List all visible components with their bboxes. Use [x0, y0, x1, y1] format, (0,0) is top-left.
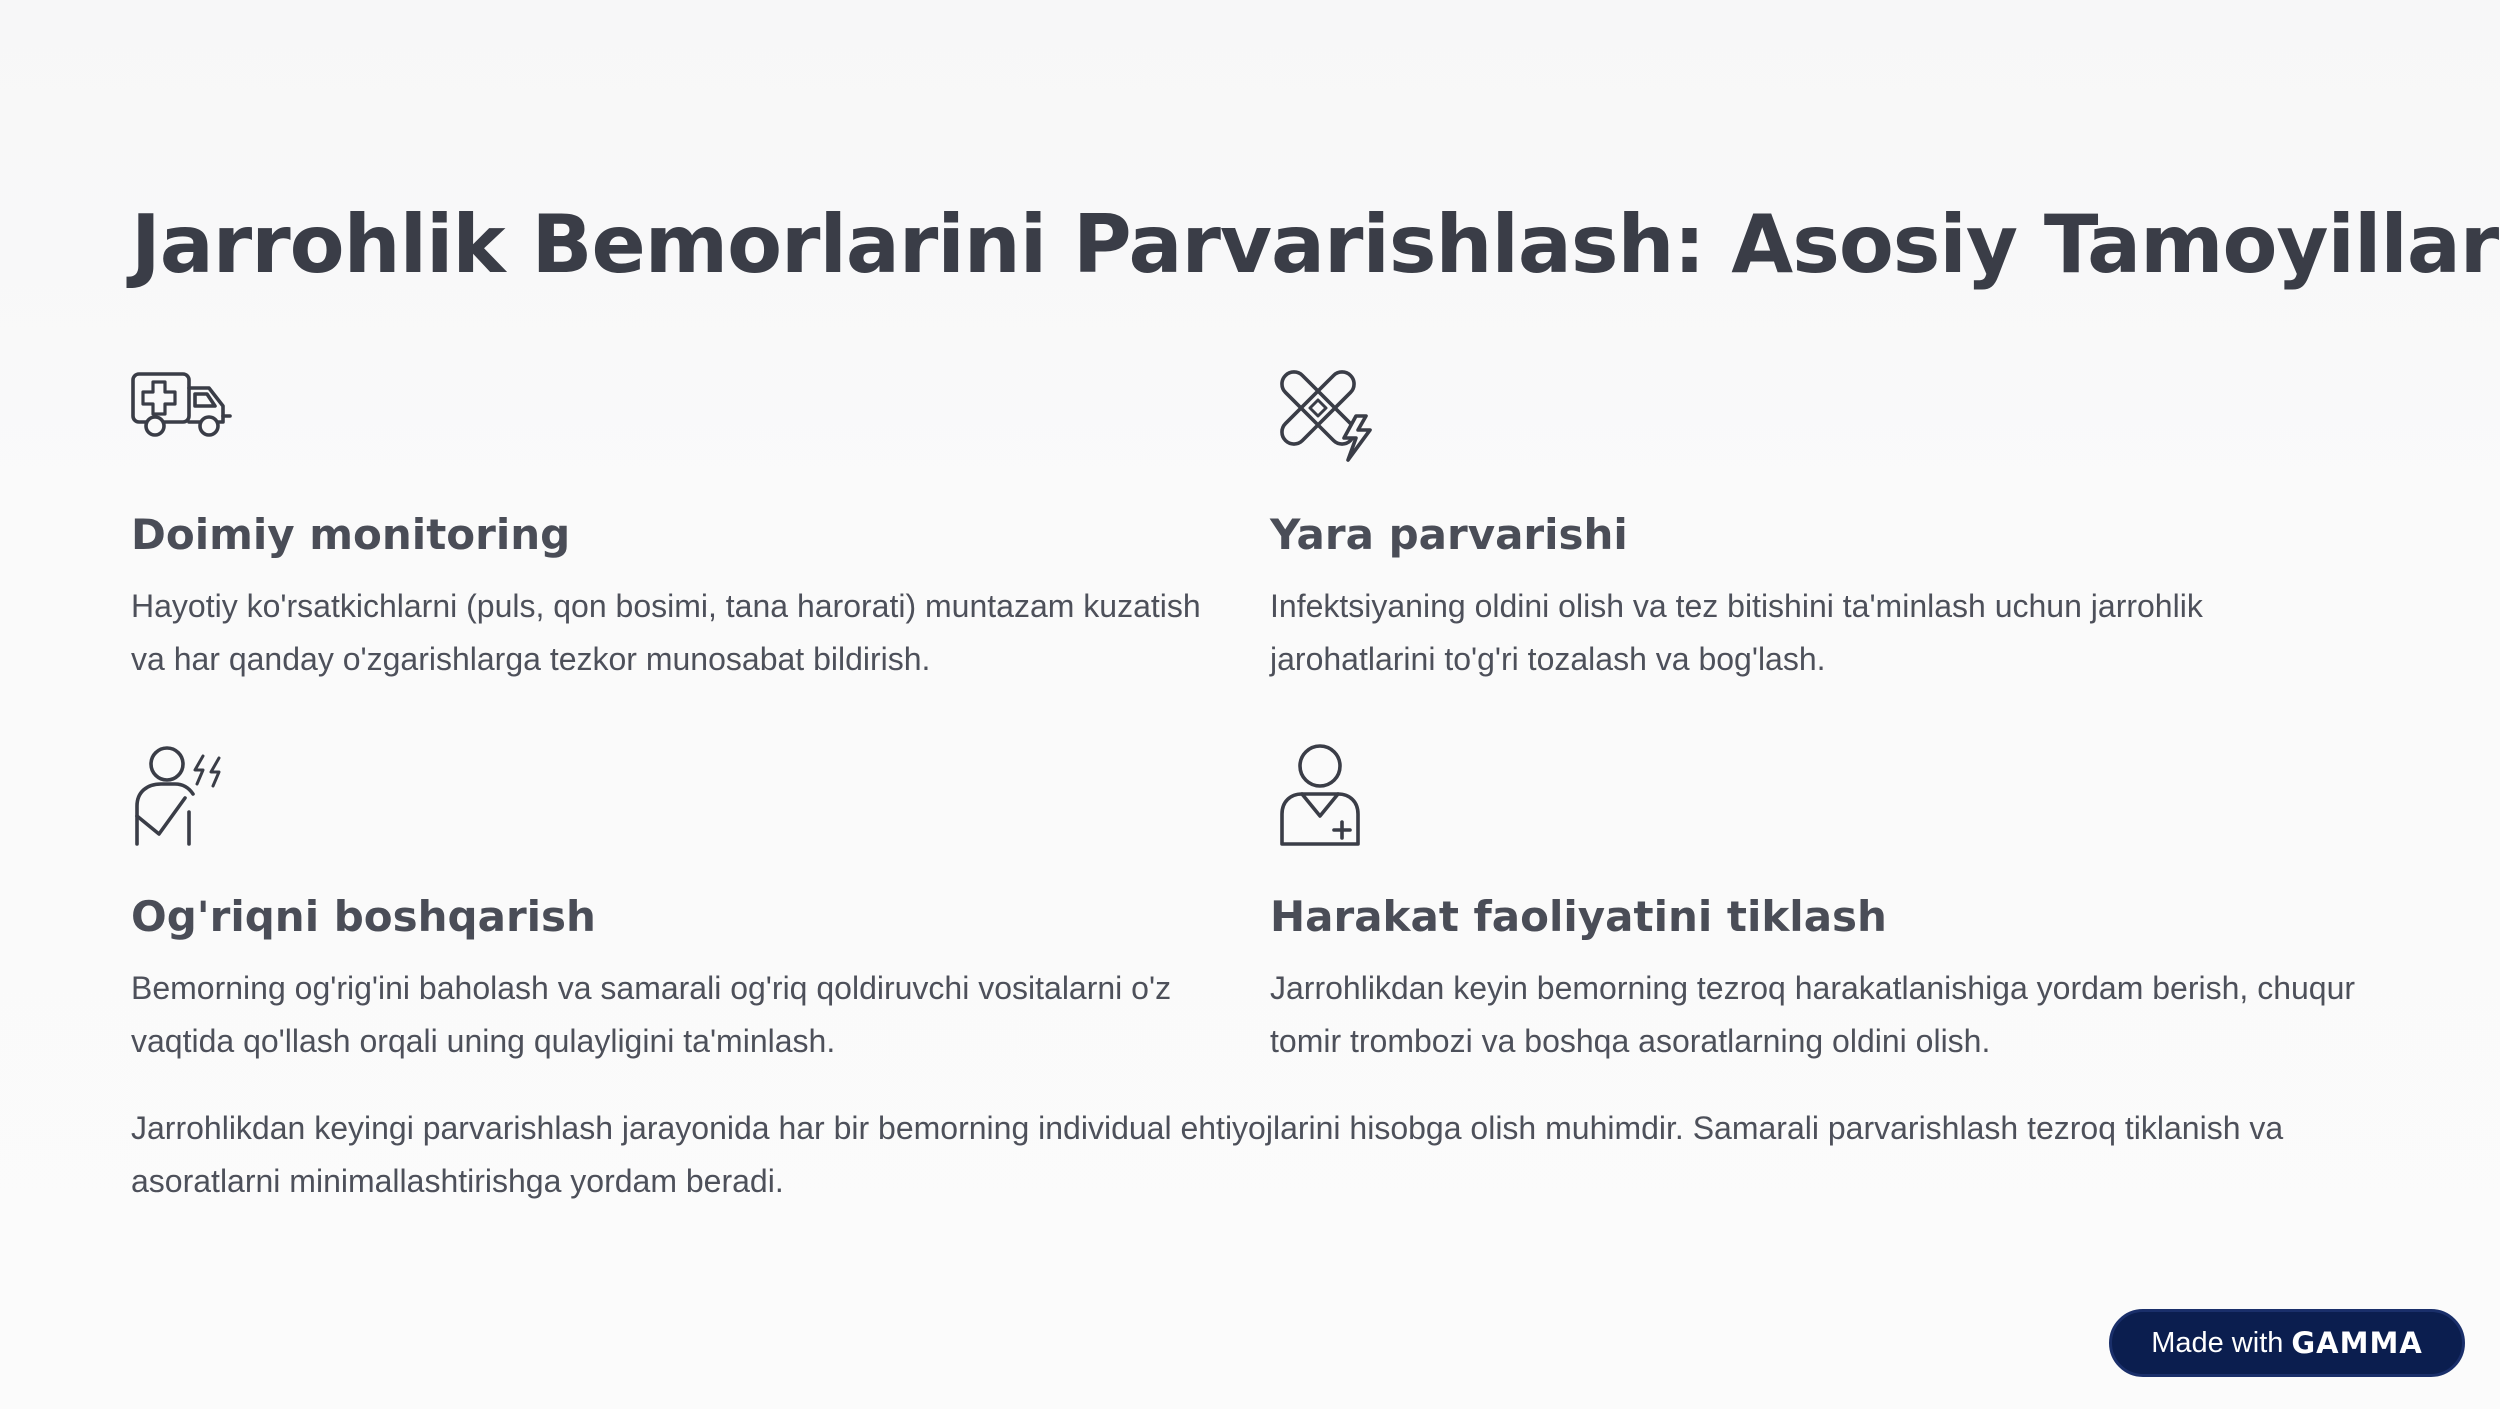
card-text: Jarrohlikdan keyin bemorning tezroq harakatlanishiga yordam berish, chuqur tomir trombozi va boshqa asoratlarning oldini olish.	[1270, 970, 2356, 1059]
card-heading: Yara parvarishi	[1270, 510, 1628, 559]
bandage-icon	[1270, 360, 1380, 470]
card-heading: Og'riqni boshqarish	[131, 892, 596, 941]
card-text: Hayotiy ko'rsatkichlarni (puls, qon bosimi, tana harorati) muntazam kuzatish va har qanday o'zgarishlarga tezkor munosabat bildirish.	[131, 588, 1201, 677]
card-text: Infektsiyaning oldini olish va tez bitishini ta'minlash uchun jarrohlik jarohatlarini to'g'ri tozalash va bog'lash.	[1270, 588, 2203, 677]
ambulance-icon	[131, 360, 241, 470]
pain-person-icon	[131, 742, 241, 852]
medical-person-icon	[1270, 742, 1380, 852]
card-heading: Harakat faoliyatini tiklash	[1270, 892, 1887, 941]
badge-prefix: Made with	[2151, 1326, 2284, 1359]
made-with-gamma-button[interactable]	[2109, 1309, 2465, 1377]
gamma-logo: GAMMA	[2291, 1326, 2423, 1360]
card-text: Bemorning og'rig'ini baholash va samarali og'riq qoldiruvchi vositalarni o'z vaqtida qo'llash orqali uning qulayligini ta'minlash.	[131, 970, 1172, 1059]
card-heading: Doimiy monitoring	[131, 510, 571, 559]
summary-text: Jarrohlikdan keyingi parvarishlash jarayonida har bir bemorning individual ehtiyojlarini hisobga olish muhimdir. Samarali parvarishlash tezroq tiklanish va asoratlarni minimallashtirishga yordam beradi.	[131, 1110, 2284, 1199]
page-title: Jarrohlik Bemorlarini Parvarishlash: Asosiy Tamoyillar	[131, 198, 2499, 291]
